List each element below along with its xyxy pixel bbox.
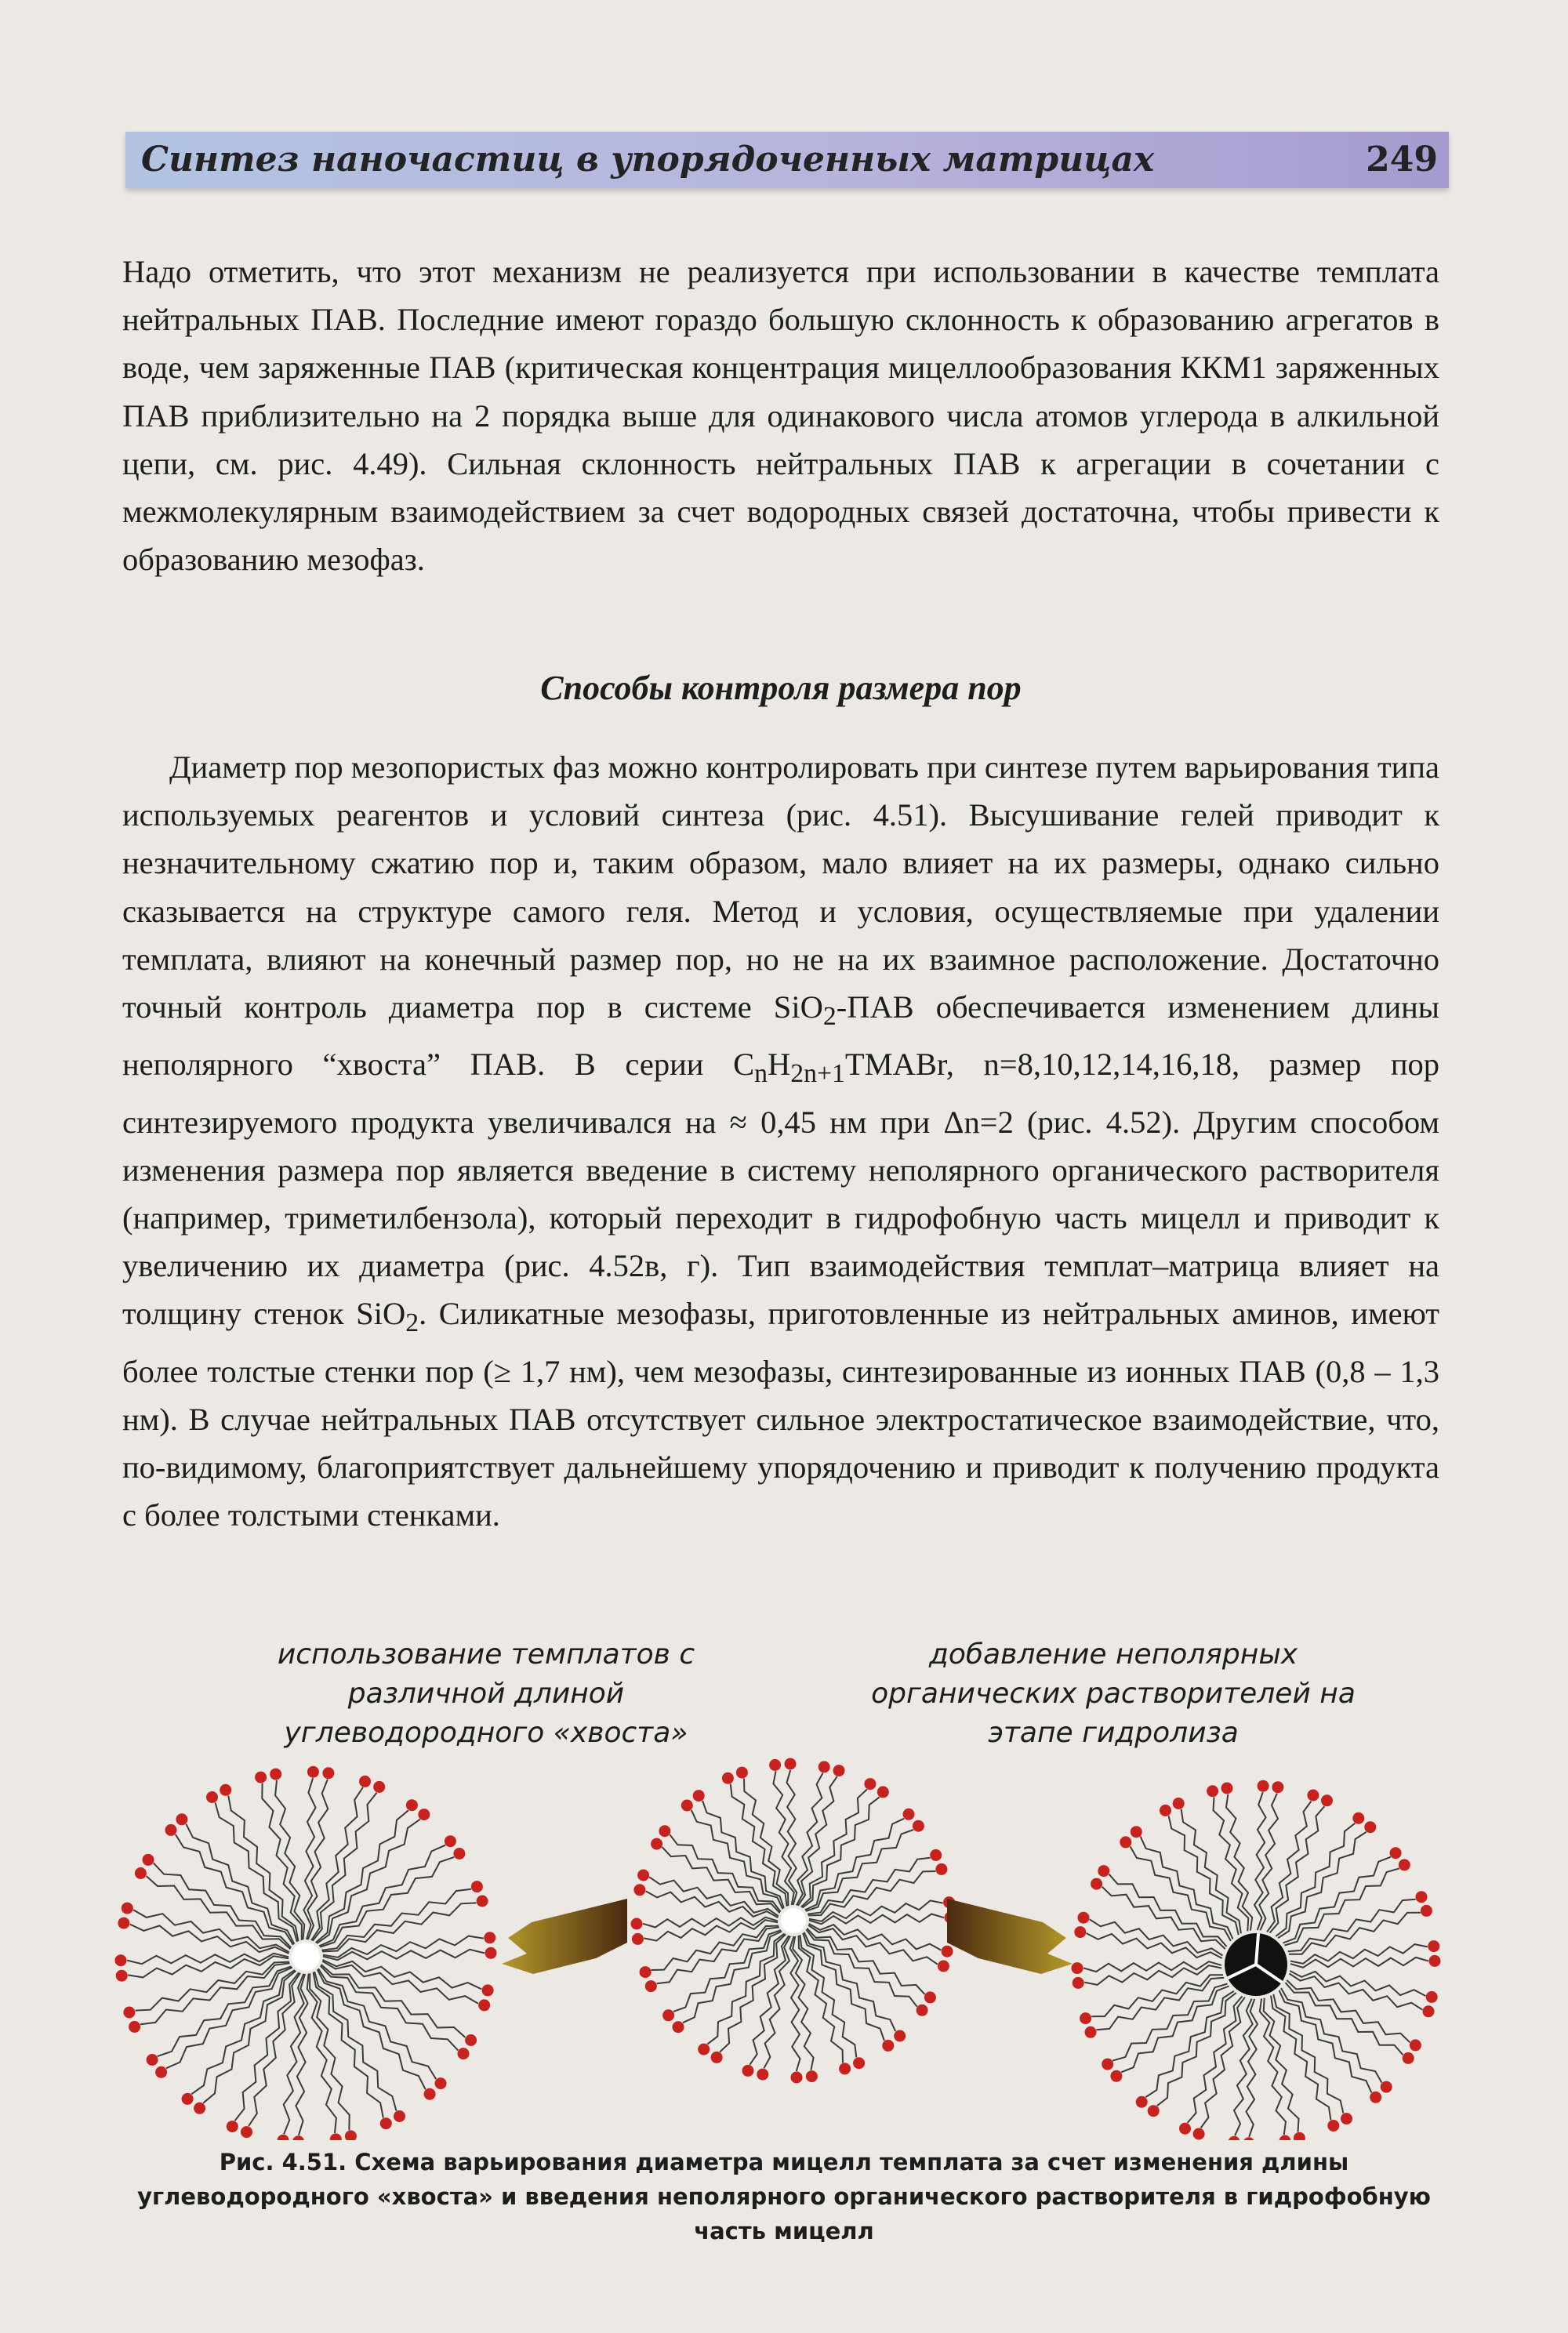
surfactant-head xyxy=(785,1758,797,1770)
surfactant-head xyxy=(637,1870,649,1881)
subscript: n xyxy=(754,1059,768,1089)
surfactant-tail xyxy=(1234,1999,1253,2136)
surfactant-head xyxy=(791,2072,803,2084)
surfactant-tail xyxy=(1264,1998,1299,2132)
surfactant-head xyxy=(1421,1905,1432,1917)
surfactant-head xyxy=(1110,2070,1122,2082)
text-segment: H xyxy=(767,1047,791,1083)
surfactant-tail xyxy=(1281,1988,1381,2083)
surfactant-head xyxy=(662,2009,674,2021)
surfactant-head xyxy=(853,2057,865,2069)
caption-label: Рис. 4.51. xyxy=(219,2149,347,2175)
surfactant-head xyxy=(913,1820,924,1832)
surfactant-head xyxy=(833,1765,845,1776)
surfactant-head xyxy=(631,1918,643,1930)
surfactant-head xyxy=(471,1881,483,1892)
surfactant-tail xyxy=(1290,1957,1428,1968)
surfactant-tail xyxy=(808,1925,938,1965)
surfactant-head xyxy=(659,1825,670,1837)
surfactant-tail xyxy=(649,1877,779,1916)
surfactant-head xyxy=(1370,2092,1381,2103)
surfactant-head xyxy=(1429,1955,1441,1967)
surfactant-head xyxy=(1131,1826,1142,1838)
micelle-long-tail xyxy=(115,1766,497,2140)
surfactant-tail xyxy=(1112,1984,1227,2061)
surfactant-head xyxy=(373,1781,385,1793)
surfactant-head xyxy=(818,1761,830,1772)
surfactant-head xyxy=(1102,2059,1113,2070)
surfactant-head xyxy=(1148,2105,1160,2117)
surfactant-head xyxy=(359,1776,371,1787)
surfactant-head xyxy=(1080,2012,1091,2024)
surfactant-head xyxy=(1160,1805,1171,1816)
surfactant-tail xyxy=(1083,1961,1221,1972)
surfactant-head xyxy=(1352,1812,1364,1824)
surfactant-head xyxy=(227,2121,238,2132)
surfactant-head xyxy=(942,1946,953,1957)
surfactant-tail xyxy=(1091,1975,1223,2016)
surfactant-head xyxy=(143,1854,154,1866)
surfactant-tail xyxy=(1278,1832,1367,1938)
subscript: 2 xyxy=(405,1308,419,1338)
surfactant-head xyxy=(924,1991,936,2003)
surfactant-head xyxy=(129,2021,140,2033)
surfactant-head xyxy=(1193,2128,1205,2140)
surfactant-head xyxy=(270,1769,281,1780)
surfactant-head xyxy=(903,1809,915,1820)
surfactant-head xyxy=(345,2130,357,2140)
surfactant-head xyxy=(122,1903,133,1914)
surfactant-tail xyxy=(1287,1980,1410,2042)
surfactant-head xyxy=(307,1766,319,1778)
surfactant-head xyxy=(485,1947,497,1959)
surfactant-head xyxy=(176,1813,187,1825)
page-number: 249 xyxy=(1366,140,1438,180)
surfactant-head xyxy=(1073,1977,1084,1989)
surfactant-tail xyxy=(1096,1978,1224,2030)
surfactant-head xyxy=(1381,2081,1392,2093)
surfactant-tail xyxy=(321,1889,471,1950)
surfactant-head xyxy=(1179,2123,1191,2135)
surfactant-tail xyxy=(140,1963,290,2024)
surfactant-head xyxy=(322,1767,334,1779)
surfactant-head xyxy=(1229,2136,1240,2140)
surfactant-head xyxy=(147,2054,158,2066)
paragraph-neutral-surfactants: Надо отметить, что этот механизм не реализуется при использовании в качестве темплата нейтральных ПАВ. Последние имеют гораздо большую склонность к образованию агрегатов в воде, чем заряженные ПАВ (критическая концентрация мицеллообразования ККМ1 заряженных ПАВ приблизительно на 2 порядка выше для одинакового числа атомов углерода в алкильной цепи, см. рис. 4.49). Сильная склонность нейтральных ПАВ к агрегации в сочетании с межмолекулярным взаимодействием за счет водородных связей достаточна, чтобы привести к образованию мезофаз. xyxy=(122,254,1439,578)
surfactant-head xyxy=(1341,2113,1352,2124)
surfactant-head xyxy=(1410,2039,1421,2051)
surfactant-head xyxy=(445,1835,456,1847)
surfactant-tail xyxy=(1214,1798,1249,1932)
surfactant-head xyxy=(1136,2096,1148,2108)
surfactant-head xyxy=(1098,1865,1109,1877)
surfactant-head xyxy=(1416,1891,1428,1903)
surfactant-head xyxy=(418,1809,430,1820)
arrow-left xyxy=(502,1899,627,1974)
text-segment: TMABr, n=8,10,12,14,16,18, размер пор синтезируемого продукта увеличивался на ≈ 0,45 нм при Δn=2 (рис. 4.52). Другим способом изменения размера пор является введение в систему неполярного органического растворителя (например, триметилбензола), который переходит в гидрофобную часть мицелл и приводит к увеличению их диаметра (рис. 4.52в, г). Тип взаимодействия темплат–матрица влияет на толщину стенок SiO xyxy=(122,1047,1439,1332)
surfactant-head xyxy=(465,2034,477,2046)
surfactant-head xyxy=(1078,1912,1090,1924)
text-segment: Диаметр пор мезопористых фаз можно контролировать при синтезе путем варьирования типа используемых реагентов и условий синтеза (рис. 4.51). Высушивание гелей приводит к незначительному сжатию пор и, таким образом, мало влияет на их размеры, однако сильно сказывается на структуре самого геля. Метод и условия, осуществляемые при удалении темплата, влияют на конечный размер пор, но не на их взаимное расположение. Достаточно точный контроль диаметра пор в системе SiO xyxy=(122,749,1439,1025)
subscript: 2 xyxy=(822,1002,837,1032)
surfactant-head xyxy=(424,2088,436,2100)
surfactant-tail xyxy=(317,1820,420,1943)
section-heading: Способы контроля размера пор xyxy=(540,669,1022,707)
surfactant-head xyxy=(1321,1794,1333,1806)
surfactant-head xyxy=(155,2066,167,2078)
surfactant-head xyxy=(330,2133,342,2140)
surfactant-head xyxy=(645,1980,657,1992)
surfactant-tail xyxy=(1131,1846,1231,1941)
surfactant-head xyxy=(806,2070,818,2082)
surfactant-tail xyxy=(1087,1933,1222,1958)
surfactant-tail xyxy=(1102,1887,1225,1949)
surfactant-head xyxy=(1279,2135,1291,2141)
surfactant-head xyxy=(1403,2052,1414,2064)
surfactant-head xyxy=(935,1863,947,1875)
surfactant-head xyxy=(255,1772,267,1783)
caption-text: Схема варьирования диаметра мицелл темплата за счет изменения длины углеводородного «хвоста» и введения неполярного органического растворителя в гидрофобную часть мицелл xyxy=(137,2149,1431,2244)
surfactant-head xyxy=(165,1824,177,1836)
surfactant-head xyxy=(484,1932,495,1943)
surfactant-head xyxy=(1364,1821,1376,1833)
surfactant-head xyxy=(1327,2120,1339,2132)
figure-caption xyxy=(102,2145,1466,2248)
surfactant-head xyxy=(736,1767,748,1779)
surfactant-head xyxy=(406,1799,418,1811)
surfactant-head xyxy=(839,2063,851,2074)
paragraph-pore-size-control xyxy=(122,743,1439,1540)
surfactant-head xyxy=(478,1999,490,2011)
surfactant-tail xyxy=(1109,1874,1227,1947)
running-title: Синтез наночастиц в упорядоченных матрицах xyxy=(141,140,1155,180)
surfactant-tail xyxy=(1285,1868,1399,1945)
surfactant-head xyxy=(1428,1940,1439,1952)
surfactant-head xyxy=(1258,1780,1269,1792)
surfactant-head xyxy=(1091,1878,1102,1890)
surfactant-head xyxy=(1207,1785,1218,1797)
arrow-right xyxy=(947,1899,1073,1974)
surfactant-head xyxy=(135,1867,147,1879)
surfactant-head xyxy=(1173,1798,1185,1809)
surfactant-tail xyxy=(750,1936,789,2065)
surfactant-head xyxy=(458,2048,470,2059)
surfactant-head xyxy=(882,2040,894,2052)
micelle-figure xyxy=(0,1725,1568,2140)
surfactant-head xyxy=(640,1966,652,1978)
surfactant-head xyxy=(278,2135,289,2140)
surfactant-head xyxy=(1072,1962,1083,1974)
figure-label-longer-tail: использование темплатов с различной длиной углеводородного «хвоста» xyxy=(277,1638,695,1749)
surfactant-head xyxy=(698,2044,710,2055)
surfactant-tail xyxy=(1145,1991,1234,2097)
surfactant-head xyxy=(633,1884,645,1896)
surfactant-head xyxy=(894,2030,906,2042)
surfactant-head xyxy=(123,2007,135,2019)
surfactant-head xyxy=(115,1954,127,1966)
surfactant-head xyxy=(673,2021,684,2033)
surfactant-head xyxy=(206,1791,218,1803)
surfactant-tail xyxy=(1084,1965,1221,1985)
surfactant-head xyxy=(1423,2005,1435,2017)
surfactant-tail xyxy=(1288,1899,1416,1952)
surfactant-head xyxy=(651,1838,662,1850)
micelle-with-solvent xyxy=(1072,1780,1441,2140)
surfactant-tail xyxy=(191,1970,295,2094)
surfactant-tail xyxy=(1286,1983,1403,2055)
surfactant-head xyxy=(453,1848,465,1860)
surfactant-head xyxy=(864,1778,876,1790)
surfactant-head xyxy=(194,2103,205,2114)
micelle-core xyxy=(292,1943,320,1971)
text-segment: -ПАВ обеспечивается изменением длины неполярного “хвоста” ПАВ. В серии C xyxy=(122,989,1440,1083)
surfactant-head xyxy=(241,2126,252,2138)
surfactant-head xyxy=(693,1790,705,1801)
subscript: 2n+1 xyxy=(790,1059,845,1089)
surfactant-head xyxy=(380,2117,392,2129)
surfactant-tail xyxy=(1289,1913,1421,1954)
micelle-core xyxy=(781,1908,806,1933)
surfactant-head xyxy=(116,1970,128,1982)
surfactant-head xyxy=(394,2110,405,2122)
surfactant-head xyxy=(938,1961,949,1972)
surfactant-head xyxy=(711,2052,723,2063)
surfactant-head xyxy=(220,1784,231,1796)
surfactant-head xyxy=(757,2069,768,2081)
surfactant-tail xyxy=(1254,1792,1266,1930)
surfactant-head xyxy=(1221,1783,1233,1794)
surfactant-head xyxy=(930,1849,942,1861)
surfactant-head xyxy=(1120,1836,1131,1848)
surfactant-head xyxy=(292,2135,304,2140)
surfactant-head xyxy=(482,1984,494,1996)
surfactant-head xyxy=(1426,1991,1438,2003)
surfactant-head xyxy=(1074,1926,1086,1938)
surfactant-tail xyxy=(1247,1999,1258,2137)
surfactant-tail xyxy=(1290,1971,1425,1996)
surfactant-head xyxy=(1294,2132,1305,2140)
surfactant-head xyxy=(1307,1790,1319,1801)
figure-label-nonpolar-solvent: добавление неполярных органических растворителей на этапе гидролиза xyxy=(871,1638,1356,1749)
surfactant-head xyxy=(722,1772,734,1784)
surfactant-head xyxy=(1085,2026,1097,2038)
surfactant-head xyxy=(877,1786,889,1798)
surfactant-head xyxy=(769,1759,781,1771)
micelle-reference xyxy=(631,1758,956,2084)
surfactant-tail xyxy=(798,1776,837,1906)
running-header xyxy=(125,132,1449,188)
surfactant-tail xyxy=(1259,1794,1278,1931)
surfactant-head xyxy=(435,2077,447,2089)
surfactant-head xyxy=(1399,1859,1410,1870)
surfactant-head xyxy=(477,1896,488,1907)
surfactant-head xyxy=(632,1933,644,1945)
surfactant-head xyxy=(916,2005,928,2016)
surfactant-head xyxy=(1243,2137,1254,2140)
text-segment: . Силикатные мезофазы, приготовленные из нейтральных аминов, имеют более толстые стенки пор (≥ 1,7 нм), чем мезофазы, синтезированные из ионных ПАВ (0,8 – 1,3 нм). В случае нейтральных ПАВ отсутствует сильное электростатическое взаимодействие, что, по-видимому, благоприятствует дальнейшему упорядочению и приводит к получению продукта с более толстыми стенками. xyxy=(122,1296,1439,1533)
surfactant-head xyxy=(1272,1781,1283,1793)
surfactant-head xyxy=(118,1918,129,1929)
surfactant-head xyxy=(742,2065,754,2077)
surfactant-head xyxy=(1390,1847,1402,1859)
surfactant-head xyxy=(681,1800,693,1812)
surfactant-tail xyxy=(1290,1944,1428,1964)
surfactant-head xyxy=(182,2093,194,2105)
